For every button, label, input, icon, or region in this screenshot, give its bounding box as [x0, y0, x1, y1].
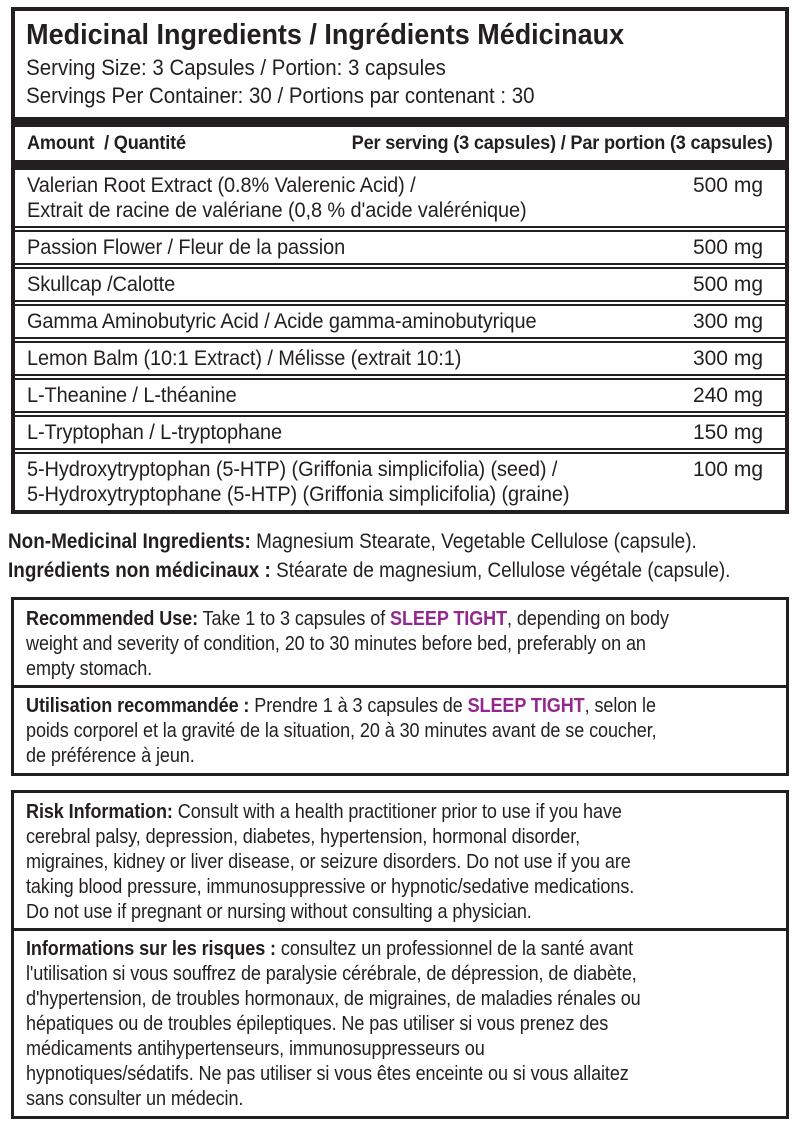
text-segment: médicaments antihypertenseurs, immunosuppresseurs ou [26, 1037, 485, 1060]
ingredient-name-line: Passion Flower / Fleur de la passion [27, 236, 346, 259]
ingredient-name [27, 309, 693, 334]
panel-title: Medicinal Ingredients / Ingrédients Médicinaux [26, 19, 625, 51]
text-line [26, 874, 684, 899]
ingredient-name-line: 5-Hydroxytryptophan (5-HTP) (Griffonia simplicifolia) (seed) / [27, 458, 558, 481]
lead-label: Ingrédients non médicinaux : [8, 558, 271, 582]
text-segment: consultez un professionnel de la santé avant [275, 937, 634, 960]
brand-name: SLEEP TIGHT [467, 694, 585, 717]
text-line [26, 718, 684, 743]
ingredient-name-line: 5-Hydroxytryptophane (5-HTP) (Griffonia simplicifolia) (graine) [27, 483, 570, 506]
risk-information-fr [26, 936, 774, 1111]
text-segment: de préférence à jeun. [26, 744, 195, 767]
text-line [26, 986, 684, 1011]
table-column-header [15, 127, 785, 160]
risk-information-box [11, 790, 789, 1119]
text-segment: d'hypertension, de troubles hormonaux, de migraines, de maladies rénales ou [26, 987, 641, 1010]
ingredients-table [15, 170, 785, 510]
ingredient-name-line: Skullcap /Calotte [27, 273, 176, 296]
ingredient-amount: 150 mg [692, 421, 763, 444]
thick-divider [15, 117, 785, 127]
column-amount: Amount / Quantité [27, 132, 186, 154]
text-line [26, 606, 684, 631]
text-line [26, 849, 684, 874]
ingredient-amount: 300 mg [692, 347, 763, 370]
text-line [8, 556, 731, 585]
box-divider [14, 685, 786, 688]
text-segment: , selon le [584, 694, 656, 717]
text-line [26, 631, 684, 656]
ingredient-name [27, 235, 693, 260]
ingredient-name [27, 173, 693, 223]
ingredient-amount: 300 mg [692, 310, 763, 333]
ingredient-name [27, 457, 693, 507]
recommended-use-fr [26, 693, 774, 768]
text-line [26, 1036, 684, 1061]
ingredient-name [27, 346, 693, 371]
text-segment: Magnesium Stearate, Vegetable Cellulose (capsule). [250, 529, 697, 553]
ingredient-row [15, 269, 785, 300]
servings-per-container: Servings Per Container: 30 / Portions par contenant : 30 [26, 83, 535, 108]
text-line [26, 1011, 684, 1036]
lead-label: Risk Information: [26, 800, 173, 823]
serving-size: Serving Size: 3 Capsules / Portion: 3 capsules [26, 55, 446, 80]
text-line [8, 527, 698, 556]
box-divider [14, 928, 786, 931]
ingredient-row [15, 232, 785, 263]
text-line [26, 799, 684, 824]
lead-label: Recommended Use: [26, 607, 199, 630]
ingredient-amount: 500 mg [692, 174, 763, 197]
text-line [26, 693, 684, 718]
text-line [26, 656, 684, 681]
text-line [26, 743, 684, 768]
text-segment: sans consulter un médecin. [26, 1087, 244, 1110]
ingredient-row [15, 170, 785, 226]
ingredient-name-line: L-Theanine / L-théanine [27, 384, 237, 407]
text-line [26, 899, 684, 924]
text-segment: empty stomach. [26, 657, 153, 680]
text-segment: hypnotiques/sédatifs. Ne pas utiliser si vous êtes enceinte ou si vous allaitez [26, 1062, 629, 1085]
lead-label: Informations sur les risques : [26, 937, 276, 960]
ingredient-amount: 100 mg [692, 458, 763, 481]
text-segment: l'utilisation si vous souffrez de paralysie cérébrale, de dépression, de diabète, [26, 962, 637, 985]
ingredient-name-line: L-Tryptophan / L-tryptophane [27, 421, 283, 444]
lead-label: Utilisation recommandée : [26, 694, 250, 717]
column-per-serving: Per serving (3 capsules) / Par portion (3 capsules) [352, 132, 773, 154]
text-line [26, 1061, 684, 1086]
text-segment: Take 1 to 3 capsules of [198, 607, 391, 630]
ingredient-row [15, 380, 785, 411]
text-segment: Consult with a health practitioner prior to use if you have [172, 800, 622, 823]
non-medicinal-text [8, 527, 792, 585]
text-segment: taking blood pressure, immunosuppressive or hypnotic/sedative medications. [26, 875, 635, 898]
ingredient-name [27, 272, 693, 297]
text-line [26, 1086, 684, 1111]
text-segment: Stéarate de magnesium, Cellulose végétale (capsule). [270, 558, 731, 582]
text-segment: Do not use if pregnant or nursing without consulting a physician. [26, 900, 532, 923]
ingredient-amount: 500 mg [692, 273, 763, 296]
text-line [26, 936, 684, 961]
ingredient-name-line: Extrait de racine de valériane (0,8 % d'acide valérénique) [27, 199, 527, 222]
ingredient-row [15, 343, 785, 374]
ingredient-row [15, 306, 785, 337]
thick-divider [15, 160, 785, 170]
text-segment: hépatiques ou de troubles épileptiques. Ne pas utiliser si vous prenez des [26, 1012, 609, 1035]
recommended-use-box [11, 597, 789, 776]
text-line [26, 961, 684, 986]
text-segment: weight and severity of condition, 20 to 30 minutes before bed, preferably on an [26, 632, 646, 655]
ingredient-name [27, 383, 693, 408]
text-segment: cerebral palsy, depression, diabetes, hypertension, hormonal disorder, [26, 825, 581, 848]
ingredient-name [27, 420, 693, 445]
risk-information-en [26, 799, 774, 924]
ingredient-amount: 500 mg [692, 236, 763, 259]
ingredient-name-line: Lemon Balm (10:1 Extract) / Mélisse (extrait 10:1) [27, 347, 462, 370]
ingredient-amount: 240 mg [692, 384, 763, 407]
text-line [26, 824, 684, 849]
brand-name: SLEEP TIGHT [390, 607, 508, 630]
text-segment: Prendre 1 à 3 capsules de [249, 694, 468, 717]
ingredient-name-line: Gamma Aminobutyric Acid / Acide gamma-aminobutyrique [27, 310, 537, 333]
ingredient-row [15, 417, 785, 448]
text-segment: poids corporel et la gravité de la situation, 20 à 30 minutes avant de se coucher, [26, 719, 657, 742]
recommended-use-en [26, 606, 774, 681]
text-segment: migraines, kidney or liver disease, or seizure disorders. Do not use if you are [26, 850, 631, 873]
ingredient-name-line: Valerian Root Extract (0.8% Valerenic Acid) / [27, 174, 416, 197]
non-medicinal-section [8, 527, 792, 585]
medicinal-ingredients-panel [11, 7, 789, 514]
lead-label: Non-Medicinal Ingredients: [8, 529, 251, 553]
ingredient-row [15, 454, 785, 510]
text-segment: , depending on body [507, 607, 669, 630]
